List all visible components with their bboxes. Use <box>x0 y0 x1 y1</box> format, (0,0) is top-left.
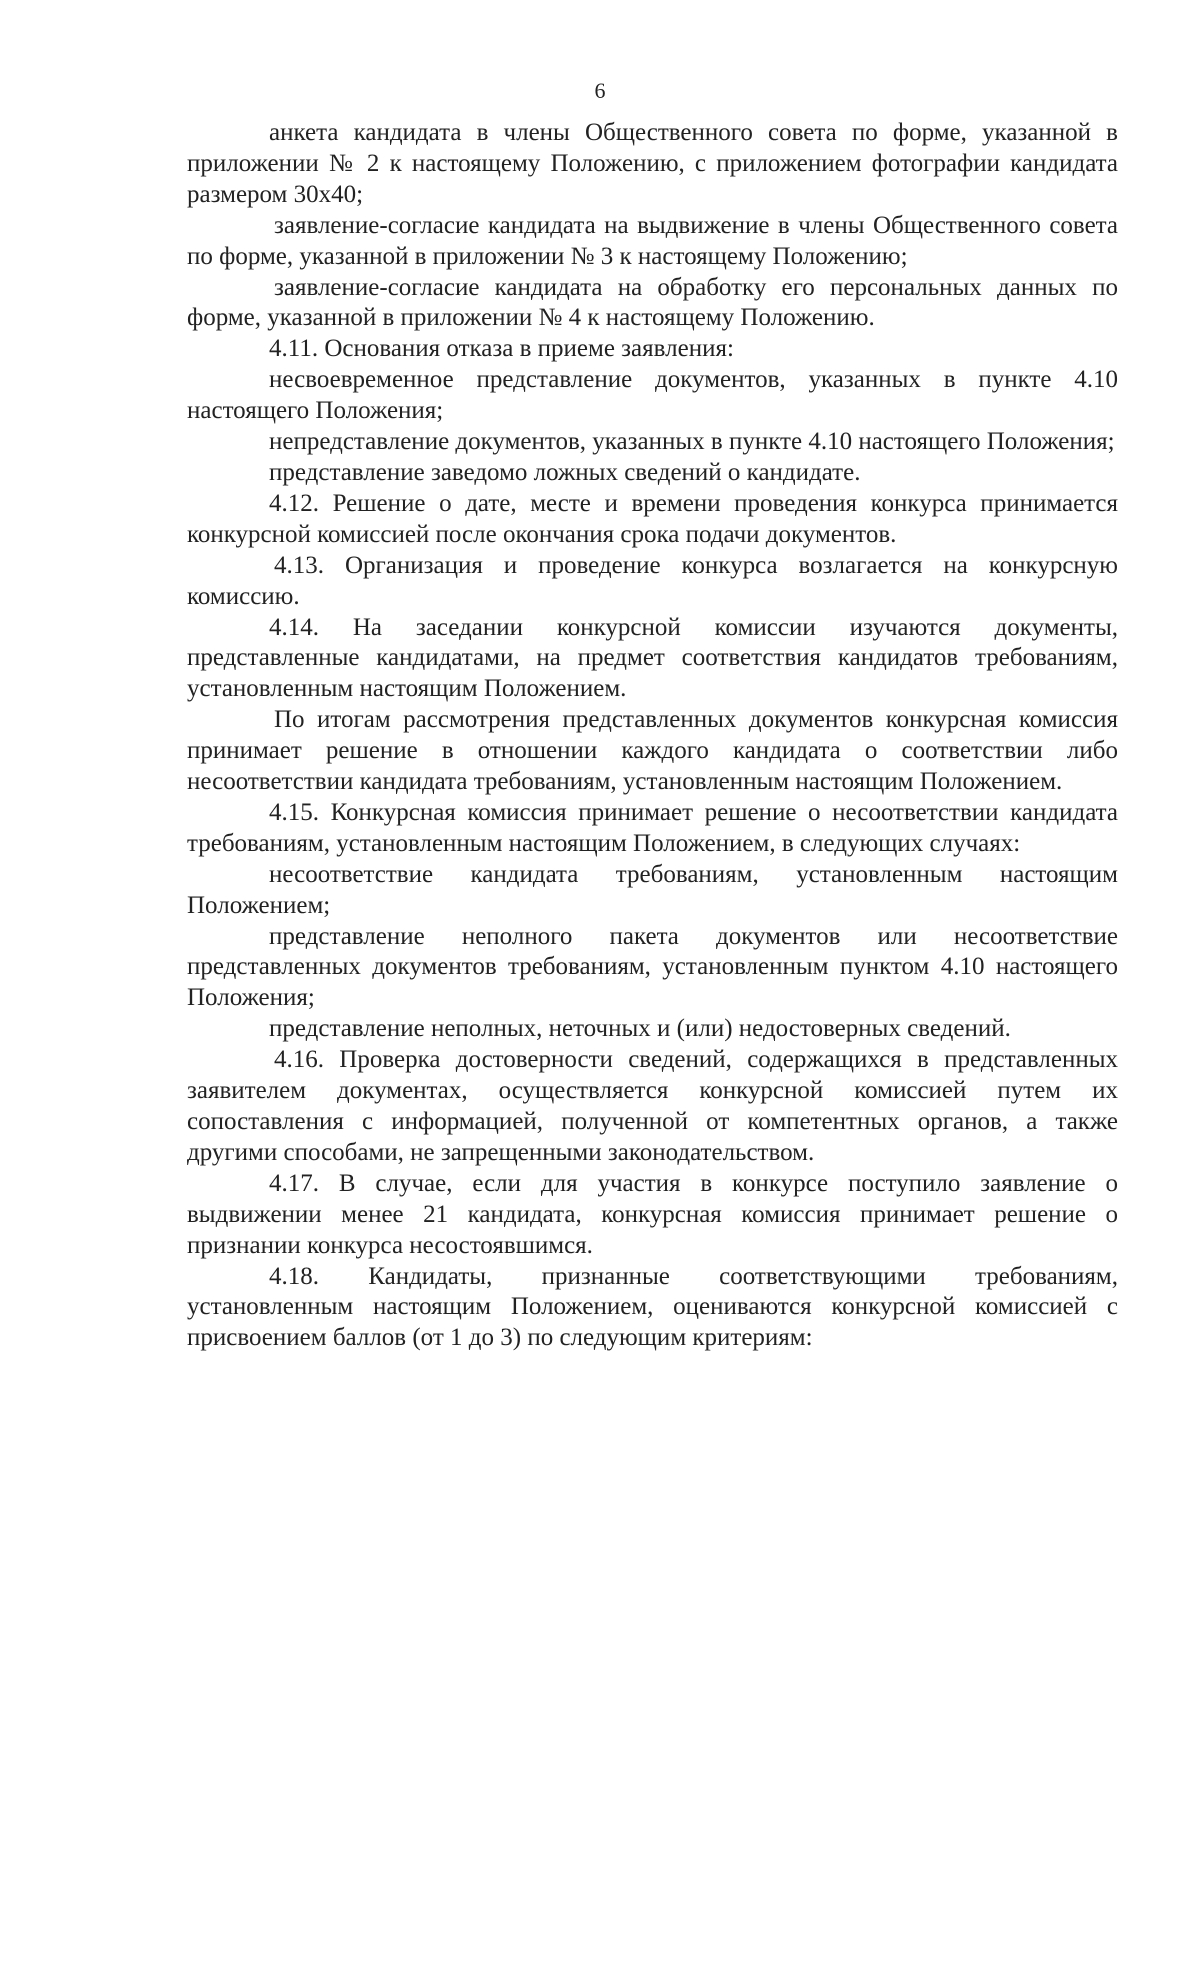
paragraph-4-12: 4.12. Решение о дате, месте и времени проведения конкурса принимается конкурсной комиссией после окончания срока подачи документов. <box>187 489 1118 548</box>
paragraph-inaccurate-information: представление неполных, неточных и (или) недостоверных сведений. <box>269 1015 1011 1043</box>
page-number: 6 <box>594 78 606 103</box>
paragraph-false-information: представление заведомо ложных сведений о кандидате. <box>269 458 861 486</box>
paragraph-personal-data-consent: заявление-согласие кандидата на обработку его персональных данных по форме, указанной в приложении № 4 к настоящему Положению. <box>187 273 1118 332</box>
paragraph-4-13: 4.13. Организация и проведение конкурса возлагается на конкурсную комиссию. <box>187 551 1118 610</box>
paragraph-non-submission: непредставление документов, указанных в пункте 4.10 настоящего Положения; <box>269 428 1115 456</box>
paragraph-4-14: 4.14. На заседании конкурсной комиссии изучаются документы, представленные кандидатами, на предмет соответствия кандидатов требованиям, установленным настоящим Положением. <box>187 613 1118 703</box>
paragraph-incomplete-package: представление неполного пакета документов или несоответствие представленных документов требованиям, установленным пунктом 4.10 настоящего Положения; <box>187 922 1118 1012</box>
document-body <box>187 118 1118 1354</box>
paragraph-4-11: 4.11. Основания отказа в приеме заявления: <box>269 335 734 363</box>
paragraph-applicant-form: анкета кандидата в члены Общественного совета по форме, указанной в приложении № 2 к настоящему Положению, с приложением фотографии кандидата размером 30х40; <box>187 119 1118 208</box>
paragraph-nomination-consent: заявление-согласие кандидата на выдвижение в члены Общественного совета по форме, указанной в приложении № 3 к настоящему Положению; <box>187 211 1118 270</box>
paragraph-review-results: По итогам рассмотрения представленных документов конкурсная комиссия принимает решение в отношении каждого кандидата о соответствии либо несоответствии кандидата требованиям, установленным настоящим Положением. <box>187 706 1118 796</box>
paragraph-requirement-mismatch: несоответствие кандидата требованиям, установленным настоящим Положением; <box>187 860 1118 919</box>
paragraph-4-17: 4.17. В случае, если для участия в конкурсе поступило заявление о выдвижении менее 21 кандидата, конкурсная комиссия принимает решение о признании конкурса несостоявшимся. <box>187 1169 1118 1259</box>
paragraph-4-18: 4.18. Кандидаты, признанные соответствующими требованиям, установленным настоящим Положением, оцениваются конкурсной комиссией с присвоением баллов (от 1 до 3) по следующим критериям: <box>187 1262 1118 1352</box>
paragraph-4-15: 4.15. Конкурсная комиссия принимает решение о несоответствии кандидата требованиям, установленным настоящим Положением, в следующих случаях: <box>187 798 1118 857</box>
paragraph-4-16: 4.16. Проверка достоверности сведений, содержащихся в представленных заявителем документах, осуществляется конкурсной комиссией путем их сопоставления с информацией, полученной от компетентных органов, а также другими способами, не запрещенными законодательством. <box>187 1046 1118 1166</box>
paragraph-late-submission: несвоевременное представление документов, указанных в пункте 4.10 настоящего Положения; <box>187 366 1118 425</box>
